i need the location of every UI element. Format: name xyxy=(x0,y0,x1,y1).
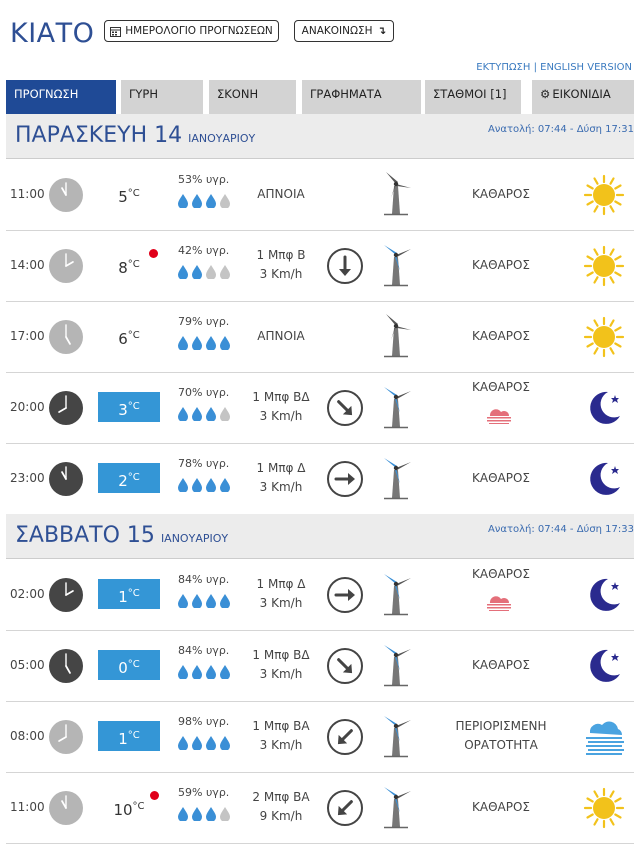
tab-label: ΣΤΑΘΜΟΙ [1] xyxy=(433,87,507,101)
day-month: ΙΑΝΟΥΑΡΙΟΥ xyxy=(188,132,256,145)
wind-direction-icon xyxy=(326,389,364,427)
row-time: 11:00 xyxy=(10,187,45,201)
wind-line: 1 Μπφ Β xyxy=(256,248,306,262)
sky-line: ΟΡΑΤΟΤΗΤΑ xyxy=(464,738,538,752)
sun-icon xyxy=(582,173,626,217)
wind-direction-icon xyxy=(326,647,364,685)
gear-icon: ⚙ xyxy=(540,87,551,101)
wind-text xyxy=(226,185,336,204)
sky-line: ΠΕΡΙΟΡΙΣΜΕΝΗ xyxy=(455,719,547,733)
wind-text xyxy=(226,788,336,826)
forecast-row xyxy=(6,559,634,631)
temperature-value: 1 xyxy=(118,588,128,606)
clock-icon xyxy=(48,461,84,497)
tab-3[interactable] xyxy=(209,80,296,114)
wind-line: 1 Μπφ ΒΔ xyxy=(252,390,310,404)
temperature xyxy=(98,463,160,493)
wind-line: 1 Μπφ ΒΔ xyxy=(252,648,310,662)
row-time: 20:00 xyxy=(10,400,45,414)
wind-line: 2 Μπφ ΒΑ xyxy=(252,790,310,804)
sun-icon xyxy=(582,315,626,359)
forecast-row xyxy=(6,230,634,302)
humidity: 59% υγρ. xyxy=(178,786,230,799)
fog-icon xyxy=(582,715,626,759)
wind-text xyxy=(226,575,336,613)
row-time: 14:00 xyxy=(10,258,45,272)
sky-condition xyxy=(436,256,566,275)
temperature-unit: °C xyxy=(127,588,140,599)
wind-text xyxy=(226,646,336,684)
forecast-row xyxy=(6,301,634,373)
humidity: 78% υγρ. xyxy=(178,457,230,470)
wind-line: 1 Μπφ Δ xyxy=(256,577,306,591)
wind-line: 3 Km/h xyxy=(259,409,303,423)
humidity: 79% υγρ. xyxy=(178,315,230,328)
moon-icon xyxy=(582,644,626,688)
temperature-value: 1 xyxy=(118,730,128,748)
humidity: 84% υγρ. xyxy=(178,644,230,657)
temperature-value: 5 xyxy=(118,188,128,206)
wind-turbine-icon xyxy=(378,570,414,618)
row-time: 05:00 xyxy=(10,658,45,672)
sun-icon xyxy=(582,786,626,830)
tab-5[interactable] xyxy=(425,80,521,114)
humidity: 70% υγρ. xyxy=(178,386,230,399)
clock-icon xyxy=(48,648,84,684)
sky-line: ΚΑΘΑΡΟΣ xyxy=(472,380,530,394)
wind-line: 3 Km/h xyxy=(259,267,303,281)
day-header xyxy=(6,514,634,559)
wind-text xyxy=(226,717,336,755)
tab-label: ΓΥΡΗ xyxy=(129,87,159,101)
clock-icon xyxy=(48,390,84,426)
moon-icon xyxy=(582,386,626,430)
temperature xyxy=(98,579,160,609)
high-temp-indicator xyxy=(150,791,159,800)
temperature-unit: °C xyxy=(127,330,140,341)
wind-direction-icon xyxy=(326,460,364,498)
wind-text xyxy=(226,246,336,284)
tab-label: ΕΙΚΟΝΙΔΙΑ xyxy=(552,87,611,101)
wind-line: 3 Km/h xyxy=(259,667,303,681)
humidity: 98% υγρ. xyxy=(178,715,230,728)
mist-icon xyxy=(484,595,514,611)
wind-turbine-icon xyxy=(378,312,414,360)
temperature xyxy=(98,721,160,751)
clock-icon xyxy=(48,319,84,355)
sky-condition xyxy=(436,798,566,817)
sky-condition xyxy=(436,378,566,397)
humidity: 42% υγρ. xyxy=(178,244,230,257)
top-links xyxy=(476,62,632,73)
wind-line: 3 Km/h xyxy=(259,738,303,752)
sun-icon xyxy=(582,244,626,288)
clock-icon xyxy=(48,177,84,213)
wind-direction-icon xyxy=(326,718,364,756)
row-time: 11:00 xyxy=(10,800,45,814)
sky-line: ΚΑΘΑΡΟΣ xyxy=(472,258,530,272)
tab-label: ΣΚΟΝΗ xyxy=(217,87,259,101)
clock-icon xyxy=(48,248,84,284)
tab-label: ΠΡΟΓΝΩΣΗ xyxy=(14,87,79,101)
clock-icon xyxy=(48,790,84,826)
wind-turbine-icon xyxy=(378,170,414,218)
day-name xyxy=(15,523,228,548)
sky-line: ΚΑΘΑΡΟΣ xyxy=(472,658,530,672)
wind-line: 1 Μπφ Δ xyxy=(256,461,306,475)
sky-condition xyxy=(436,656,566,675)
temperature-unit: °C xyxy=(127,259,140,270)
forecast-row xyxy=(6,772,634,844)
mist-icon xyxy=(484,408,514,424)
sky-line: ΚΑΘΑΡΟΣ xyxy=(472,471,530,485)
wind-turbine-icon xyxy=(378,712,414,760)
temperature xyxy=(98,392,160,422)
temperature-value: 0 xyxy=(118,659,128,677)
wind-direction-icon xyxy=(326,576,364,614)
temperature-value: 2 xyxy=(118,472,128,490)
temperature-value: 10 xyxy=(113,801,133,819)
tab-4[interactable] xyxy=(302,80,421,114)
day-header xyxy=(6,114,634,159)
temperature-value: 3 xyxy=(118,401,128,419)
sky-condition xyxy=(436,717,566,755)
day-name xyxy=(15,123,255,148)
moon-icon xyxy=(582,573,626,617)
sky-line: ΚΑΘΑΡΟΣ xyxy=(472,800,530,814)
day-name-text: ΠΑΡΑΣΚΕΥΗ 14 xyxy=(15,123,183,148)
wind-direction-icon xyxy=(326,789,364,827)
temperature-value: 6 xyxy=(118,330,128,348)
tab-label: ΓΡΑΦΗΜΑΤΑ xyxy=(310,87,382,101)
forecast-calendar-button[interactable] xyxy=(104,20,279,42)
tab-6[interactable] xyxy=(532,80,634,114)
temperature xyxy=(98,321,160,351)
tab-1[interactable] xyxy=(6,80,116,114)
forecast-row xyxy=(6,443,634,515)
sunrise-sunset: Ανατολή: 07:44 - Δύση 17:31 xyxy=(487,124,634,135)
row-time: 08:00 xyxy=(10,729,45,743)
humidity: 84% υγρ. xyxy=(178,573,230,586)
moon-icon xyxy=(582,457,626,501)
forecast-row xyxy=(6,630,634,702)
sky-line: ΚΑΘΑΡΟΣ xyxy=(472,187,530,201)
humidity: 53% υγρ. xyxy=(178,173,230,186)
row-time: 17:00 xyxy=(10,329,45,343)
temperature-value: 8 xyxy=(118,259,128,277)
clock-icon xyxy=(48,577,84,613)
wind-line: 1 Μπφ ΒΑ xyxy=(252,719,310,733)
wind-line: 9 Km/h xyxy=(259,809,303,823)
day-name-text: ΣΑΒΒΑΤΟ 15 xyxy=(15,523,155,548)
temperature xyxy=(98,650,160,680)
wind-line: 3 Km/h xyxy=(259,480,303,494)
temperature-unit: °C xyxy=(127,401,140,412)
temperature-unit: °C xyxy=(127,730,140,741)
sunrise-sunset: Ανατολή: 07:44 - Δύση 17:33 xyxy=(487,524,634,535)
row-time: 23:00 xyxy=(10,471,45,485)
forecast-calendar-label: ΗΜΕΡΟΛΟΓΙΟ ΠΡΟΓΝΩΣΕΩΝ xyxy=(125,25,273,37)
temperature-unit: °C xyxy=(127,188,140,199)
wind-line: ΑΠΝΟΙΑ xyxy=(257,187,305,201)
arrow-turn-icon: ↴ xyxy=(377,25,387,37)
calendar-icon xyxy=(110,26,121,37)
sky-condition xyxy=(436,327,566,346)
city-title: ΚΙΑΤΟ xyxy=(10,18,95,49)
wind-text xyxy=(226,459,336,497)
announcement-button[interactable] xyxy=(294,20,394,42)
wind-turbine-icon xyxy=(378,241,414,289)
wind-direction-icon xyxy=(326,247,364,285)
temperature-unit: °C xyxy=(127,472,140,483)
forecast-row xyxy=(6,701,634,773)
temperature-unit: °C xyxy=(127,659,140,670)
wind-text xyxy=(226,327,336,346)
links-separator: | xyxy=(533,62,537,73)
sky-condition xyxy=(436,469,566,488)
wind-turbine-icon xyxy=(378,641,414,689)
wind-turbine-icon xyxy=(378,783,414,831)
clock-icon xyxy=(48,719,84,755)
forecast-row xyxy=(6,372,634,444)
wind-turbine-icon xyxy=(378,383,414,431)
wind-line: 3 Km/h xyxy=(259,596,303,610)
sky-condition xyxy=(436,565,566,584)
print-link[interactable]: ΕΚΤΥΠΩΣΗ xyxy=(476,62,531,73)
temperature xyxy=(98,179,160,209)
sky-condition xyxy=(436,185,566,204)
announcement-label: ΑΝΑΚΟΙΝΩΣΗ xyxy=(301,25,373,37)
wind-line: ΑΠΝΟΙΑ xyxy=(257,329,305,343)
tab-2[interactable] xyxy=(121,80,203,114)
wind-text xyxy=(226,388,336,426)
sky-line: ΚΑΘΑΡΟΣ xyxy=(472,567,530,581)
wind-turbine-icon xyxy=(378,454,414,502)
english-version-link[interactable]: ENGLISH VERSION xyxy=(540,62,632,73)
day-month: ΙΑΝΟΥΑΡΙΟΥ xyxy=(160,532,229,545)
high-temp-indicator xyxy=(149,249,158,258)
forecast-row xyxy=(6,159,634,231)
row-time: 02:00 xyxy=(10,587,45,601)
temperature-unit: °C xyxy=(132,801,145,812)
sky-line: ΚΑΘΑΡΟΣ xyxy=(472,329,530,343)
